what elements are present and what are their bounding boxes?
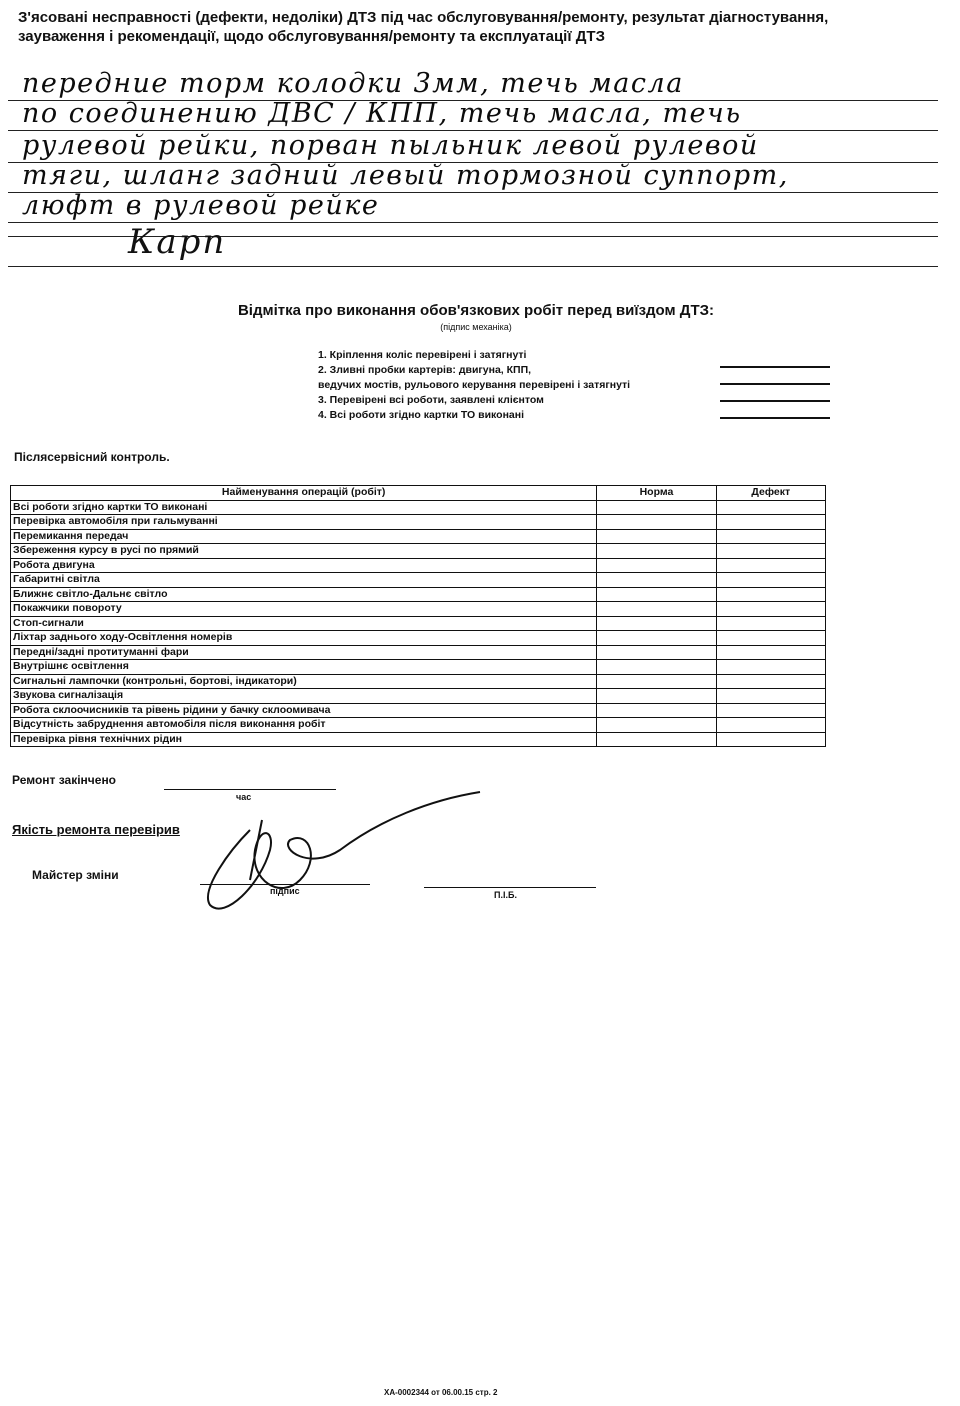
norm-cell xyxy=(597,602,716,617)
operation-name-cell: Внутрішнє освітлення xyxy=(11,660,597,675)
norm-cell xyxy=(597,573,716,588)
table-row xyxy=(11,515,826,530)
norm-cell xyxy=(597,587,716,602)
quality-checked-label: Якість ремонта перевірив xyxy=(12,822,180,837)
norm-cell xyxy=(597,660,716,675)
table-row xyxy=(11,616,826,631)
defect-cell xyxy=(716,689,825,704)
post-service-title: Післясервісний контроль. xyxy=(14,450,170,464)
mandatory-checklist xyxy=(318,348,718,423)
signature-caption: підпис xyxy=(270,886,300,896)
defect-cell xyxy=(716,587,825,602)
shift-master-label: Майстер зміни xyxy=(32,868,119,882)
operation-name-cell: Всі роботи згідно картки ТО виконані xyxy=(11,500,597,515)
operation-name-cell: Перевірка рівня технічних рідин xyxy=(11,732,597,747)
norm-cell xyxy=(597,645,716,660)
column-header-operation: Найменування операцій (робіт) xyxy=(11,486,597,501)
table-row xyxy=(11,587,826,602)
mechanic-signature-caption: (підпис механіка) xyxy=(440,322,512,332)
defect-cell xyxy=(716,703,825,718)
handwritten-line: по соединению ДВС / КПП, течь масла, течь xyxy=(22,98,742,129)
operation-name-cell: Збереження курсу в русі по прямий xyxy=(11,544,597,559)
document-footer: ХА-0002344 от 06.00.15 стр. 2 xyxy=(384,1388,498,1397)
defect-cell xyxy=(716,660,825,675)
operation-name-cell: Стоп-сигнали xyxy=(11,616,597,631)
operation-name-cell: Сигнальні лампочки (контрольні, бортові, індикатори) xyxy=(11,674,597,689)
defect-cell xyxy=(716,616,825,631)
table-header-row xyxy=(11,486,826,501)
checklist-item: 3. Перевірені всі роботи, заявлені клієнтом xyxy=(318,394,544,406)
checklist-item: 4. Всі роботи згідно картки ТО виконані xyxy=(318,409,525,421)
norm-cell xyxy=(597,515,716,530)
checklist-item: 2. Зливні пробки картерів: двигуна, КПП, xyxy=(318,364,532,376)
handwritten-line: тяги, шланг задний левый тормозной суппорт, xyxy=(22,160,789,191)
handwritten-line: передние торм колодки 3мм, течь масла xyxy=(22,68,684,99)
table-row xyxy=(11,718,826,733)
operation-name-cell: Ліхтар заднього ходу-Освітлення номерів xyxy=(11,631,597,646)
defect-cell xyxy=(716,645,825,660)
handwritten-signature: Карп xyxy=(128,222,227,262)
signature-line xyxy=(720,366,830,383)
master-signature-image xyxy=(190,790,490,920)
norm-cell xyxy=(597,703,716,718)
defect-cell xyxy=(716,732,825,747)
norm-cell xyxy=(597,616,716,631)
mechanic-signature-lines xyxy=(720,366,830,434)
defect-cell xyxy=(716,674,825,689)
table-row xyxy=(11,732,826,747)
post-service-table xyxy=(10,485,826,747)
defect-cell xyxy=(716,558,825,573)
column-header-norm: Норма xyxy=(597,486,716,501)
operation-name-cell: Звукова сигналізація xyxy=(11,689,597,704)
table-row xyxy=(11,631,826,646)
operation-name-cell: Передні/задні протитуманні фари xyxy=(11,645,597,660)
operation-name-cell: Відсутність забруднення автомобіля після виконання робіт xyxy=(11,718,597,733)
operation-name-cell: Ближнє світло-Дальнє світло xyxy=(11,587,597,602)
operation-name-cell: Перемикання передач xyxy=(11,529,597,544)
name-caption: П.І.Б. xyxy=(494,890,517,900)
defect-cell xyxy=(716,631,825,646)
signature-line xyxy=(720,417,830,434)
norm-cell xyxy=(597,732,716,747)
operation-name-cell: Робота двигуна xyxy=(11,558,597,573)
repair-finished-label: Ремонт закінчено xyxy=(12,773,117,787)
norm-cell xyxy=(597,631,716,646)
defect-cell xyxy=(716,573,825,588)
defect-cell xyxy=(716,500,825,515)
operation-name-cell: Робота склоочисників та рівень рідини у бачку склоомивача xyxy=(11,703,597,718)
handwritten-line: люфт в рулевой рейке xyxy=(22,190,380,221)
table-row xyxy=(11,544,826,559)
norm-cell xyxy=(597,529,716,544)
handwritten-line: рулевой рейки, порван пыльник левой рулевой xyxy=(22,130,759,161)
norm-cell xyxy=(597,500,716,515)
table-row xyxy=(11,674,826,689)
checklist-item: 1. Кріплення коліс перевірені і затягнуті xyxy=(318,349,527,361)
column-header-defect: Дефект xyxy=(716,486,825,501)
table-row xyxy=(11,660,826,675)
table-row xyxy=(11,573,826,588)
table-row xyxy=(11,703,826,718)
signature-line xyxy=(720,383,830,400)
handwritten-notes xyxy=(8,68,948,272)
defect-cell xyxy=(716,602,825,617)
time-caption: час xyxy=(236,792,252,802)
operation-name-cell: Перевірка автомобіля при гальмуванні xyxy=(11,515,597,530)
table-row xyxy=(11,602,826,617)
operation-name-cell: Габаритні світла xyxy=(11,573,597,588)
table-row xyxy=(11,500,826,515)
defect-cell xyxy=(716,515,825,530)
table-row xyxy=(11,529,826,544)
norm-cell xyxy=(597,674,716,689)
defect-cell xyxy=(716,718,825,733)
table-row xyxy=(11,689,826,704)
signature-line xyxy=(720,400,830,417)
document-title: З'ясовані несправності (дефекти, недоліки) ДТЗ під час обслуговування/ремонту, результат діагностування, зауваження і рекомендації, щодо обслуговування/ремонту та експлуатації ДТЗ xyxy=(18,9,829,45)
defect-cell xyxy=(716,529,825,544)
checklist-item: ведучих мостів, рульового керування перевірені і затягнуті xyxy=(318,379,631,391)
operation-name-cell: Покажчики повороту xyxy=(11,602,597,617)
table-row xyxy=(11,645,826,660)
norm-cell xyxy=(597,718,716,733)
norm-cell xyxy=(597,558,716,573)
table-row xyxy=(11,558,826,573)
norm-cell xyxy=(597,689,716,704)
mandatory-works-title: Відмітка про виконання обов'язкових робіт перед виїздом ДТЗ: xyxy=(237,302,715,319)
defect-cell xyxy=(716,544,825,559)
norm-cell xyxy=(597,544,716,559)
